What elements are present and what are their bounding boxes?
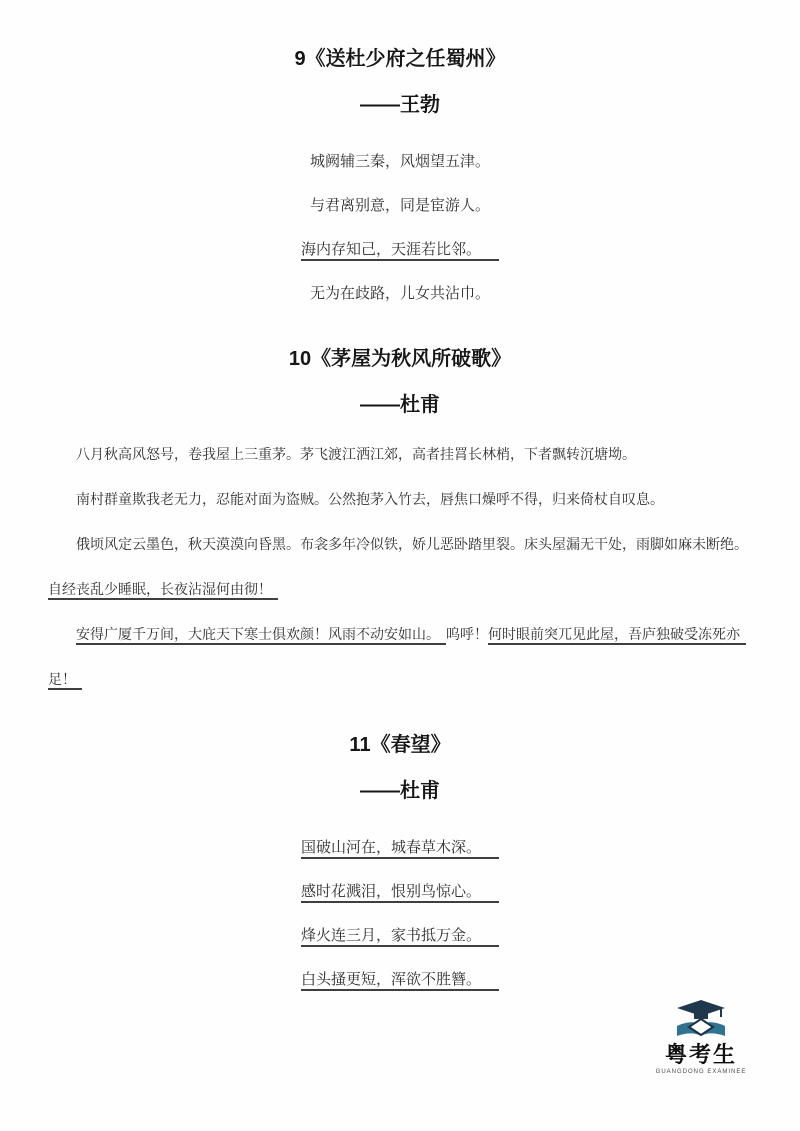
paragraph-text: 南村群童欺我老无力，忍能对面为盗贼。公然抱茅入竹去，唇焦口燥呼不得，归来倚杖自叹息。	[76, 491, 664, 507]
paragraph-text-underlined: 足！	[48, 671, 82, 690]
poem-verses	[48, 140, 752, 316]
verse-line	[48, 184, 752, 228]
verse-text-underlined: 感时花溅泪，恨别鸟惊心。	[301, 883, 499, 903]
paragraph-text: 呜呼！	[446, 626, 488, 642]
verse-text-underlined: 国破山河在，城春草木深。	[301, 839, 499, 859]
paragraph-line	[48, 477, 752, 522]
verse-line	[48, 870, 752, 914]
poem-paragraphs	[48, 432, 752, 702]
verse-text-underlined: 烽火连三月，家书抵万金。	[301, 927, 499, 947]
poem-title: 9《送杜少府之任蜀州》	[294, 48, 506, 70]
poem-title: 11《春望》	[349, 734, 451, 756]
paragraph-text: 八月秋高风怒号，卷我屋上三重茅。茅飞渡江洒江郊，高者挂罥长林梢，下者飘转沉塘坳。	[76, 446, 636, 462]
poem-verses	[48, 826, 752, 1002]
brand-logo	[642, 999, 760, 1075]
verse-text-underlined: 海内存知己，天涯若比邻。	[301, 241, 499, 261]
verse-line	[48, 914, 752, 958]
paragraph-text-underlined: 安得广厦千万间，大庇天下寒士俱欢颜！风雨不动安如山。	[76, 626, 446, 645]
poem-author: ——王勃	[360, 94, 440, 116]
paragraph-line	[48, 612, 752, 657]
verse-line	[48, 272, 752, 316]
poem-author: ——杜甫	[360, 394, 440, 416]
graduation-cap-icon	[673, 999, 729, 1041]
logo-name: 粤考生	[664, 1042, 737, 1067]
verse-text: 无为在歧路，儿女共沾巾。	[309, 285, 490, 302]
verse-line	[48, 826, 752, 870]
paragraph-line	[48, 522, 752, 567]
poem-section-10	[48, 346, 752, 702]
paragraph-line	[48, 567, 752, 612]
poem-author: ——杜甫	[360, 780, 440, 802]
verse-line	[48, 228, 752, 272]
verse-line	[48, 958, 752, 1002]
poem-section-11	[48, 732, 752, 1002]
paragraph-text-underlined: 自经丧乱少睡眠，长夜沾湿何由彻！	[48, 581, 278, 600]
verse-line	[48, 140, 752, 184]
verse-text: 与君离别意，同是宦游人。	[309, 197, 490, 214]
paragraph-line	[48, 432, 752, 477]
poem-title: 10《茅屋为秋风所破歌》	[288, 348, 512, 370]
paragraph-text-underlined: 何时眼前突兀见此屋，吾庐独破受冻死亦	[488, 626, 746, 645]
verse-text-underlined: 白头搔更短，浑欲不胜簪。	[301, 971, 499, 991]
paragraph-line	[48, 657, 752, 702]
logo-subtitle: GUANGDONG EXAMINEE	[655, 1069, 747, 1075]
poem-section-9	[48, 46, 752, 316]
paragraph-text: 俄顷风定云墨色，秋天漠漠向昏黑。布衾多年冷似铁，娇儿恶卧踏里裂。床头屋漏无干处，雨脚如麻未断绝。	[76, 536, 748, 552]
verse-text: 城阙辅三秦，风烟望五津。	[309, 153, 490, 170]
